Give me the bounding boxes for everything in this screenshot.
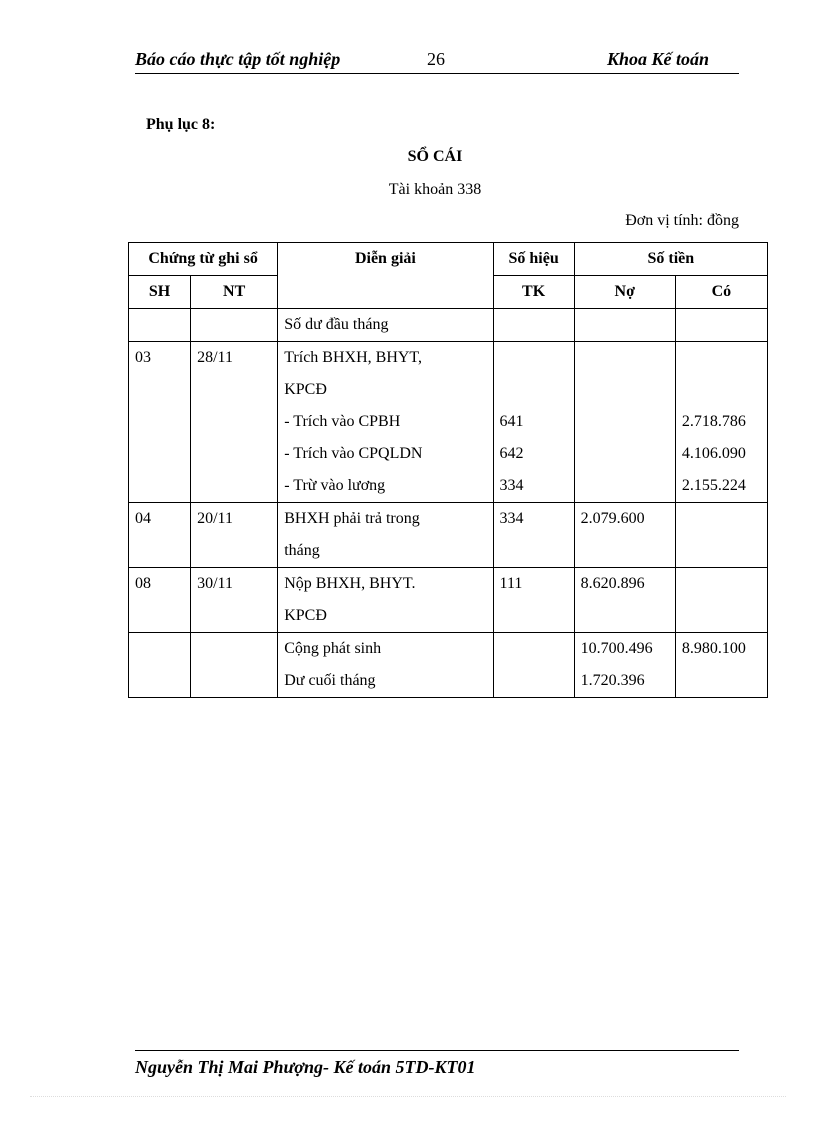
cell-nt: 28/11 bbox=[191, 342, 278, 375]
table-row bbox=[129, 535, 768, 568]
cell-sh: 08 bbox=[129, 568, 191, 601]
header-account-bottom: TK bbox=[493, 276, 574, 309]
cell-credit bbox=[675, 600, 767, 633]
cell-credit bbox=[675, 342, 767, 375]
cell-description: Số dư đầu tháng bbox=[278, 309, 493, 342]
appendix-label: Phụ lục 8: bbox=[146, 116, 216, 133]
cell-sh bbox=[129, 470, 191, 503]
cell-description: Cộng phát sinh bbox=[278, 633, 493, 666]
ledger-table bbox=[128, 242, 768, 698]
table-row bbox=[129, 374, 768, 406]
ledger-account: Tài khoản 338 bbox=[388, 181, 482, 198]
header-credit: Có bbox=[675, 276, 767, 309]
cell-sh bbox=[129, 665, 191, 698]
header-report-title: Báo cáo thực tập tốt nghiệp bbox=[135, 49, 341, 69]
table-row bbox=[129, 568, 768, 601]
table-row bbox=[129, 309, 768, 342]
cell-nt bbox=[191, 600, 278, 633]
cell-credit: 4.106.090 bbox=[675, 438, 767, 470]
header-debit: Nợ bbox=[574, 276, 675, 309]
currency-unit: Đơn vị tính: đồng bbox=[625, 212, 739, 229]
cell-account bbox=[493, 665, 574, 698]
cell-nt bbox=[191, 470, 278, 503]
cell-debit bbox=[574, 600, 675, 633]
cell-nt bbox=[191, 438, 278, 470]
cell-nt bbox=[191, 633, 278, 666]
table-row bbox=[129, 438, 768, 470]
cell-credit: 2.718.786 bbox=[675, 406, 767, 438]
header-department: Khoa Kế toán bbox=[606, 49, 709, 69]
table-row bbox=[129, 600, 768, 633]
cell-description: tháng bbox=[278, 535, 493, 568]
header-account-top: Số hiệu bbox=[493, 243, 574, 276]
cell-nt: 30/11 bbox=[191, 568, 278, 601]
cell-description: Nộp BHXH, BHYT. bbox=[278, 568, 493, 601]
cell-sh bbox=[129, 535, 191, 568]
cell-debit: 2.079.600 bbox=[574, 503, 675, 536]
cell-sh bbox=[129, 633, 191, 666]
cell-debit bbox=[574, 438, 675, 470]
ledger-title: SỔ CÁI bbox=[407, 148, 463, 165]
cell-description: - Trích vào CPBH bbox=[278, 406, 493, 438]
table-row bbox=[129, 406, 768, 438]
cell-credit: 2.155.224 bbox=[675, 470, 767, 503]
cell-credit bbox=[675, 374, 767, 406]
table-row bbox=[129, 470, 768, 503]
table-row bbox=[129, 633, 768, 666]
cell-debit bbox=[574, 406, 675, 438]
table-row bbox=[129, 342, 768, 375]
cell-credit bbox=[675, 503, 767, 536]
cell-account: 642 bbox=[493, 438, 574, 470]
cell-sh: 03 bbox=[129, 342, 191, 375]
cell-credit bbox=[675, 309, 767, 342]
cell-description: - Trừ vào lương bbox=[278, 470, 493, 503]
cell-credit bbox=[675, 568, 767, 601]
cell-debit: 1.720.396 bbox=[574, 665, 675, 698]
cell-description: KPCĐ bbox=[278, 600, 493, 633]
cell-debit bbox=[574, 342, 675, 375]
header-voucher-group: Chứng từ ghi sổ bbox=[129, 243, 278, 276]
cell-credit bbox=[675, 535, 767, 568]
cell-account: 641 bbox=[493, 406, 574, 438]
cell-debit bbox=[574, 535, 675, 568]
cell-debit bbox=[574, 374, 675, 406]
header-sh: SH bbox=[129, 276, 191, 309]
cell-account bbox=[493, 600, 574, 633]
cell-sh bbox=[129, 374, 191, 406]
cell-account bbox=[493, 374, 574, 406]
cell-account bbox=[493, 633, 574, 666]
cell-credit bbox=[675, 665, 767, 698]
header-nt: NT bbox=[191, 276, 278, 309]
cell-nt bbox=[191, 406, 278, 438]
cell-account: 111 bbox=[493, 568, 574, 601]
table-header-row bbox=[129, 243, 768, 276]
cell-sh bbox=[129, 406, 191, 438]
cell-nt bbox=[191, 374, 278, 406]
cell-description: - Trích vào CPQLDN bbox=[278, 438, 493, 470]
cell-nt: 20/11 bbox=[191, 503, 278, 536]
page-bottom-divider bbox=[30, 1096, 786, 1097]
table-row bbox=[129, 503, 768, 536]
cell-nt bbox=[191, 665, 278, 698]
cell-account bbox=[493, 535, 574, 568]
cell-account bbox=[493, 309, 574, 342]
cell-description: Trích BHXH, BHYT, bbox=[278, 342, 493, 375]
cell-description: Dư cuối tháng bbox=[278, 665, 493, 698]
header-amount-group: Số tiền bbox=[574, 243, 767, 276]
cell-nt bbox=[191, 535, 278, 568]
header-description: Diễn giải bbox=[278, 243, 493, 309]
cell-sh: 04 bbox=[129, 503, 191, 536]
table-row bbox=[129, 665, 768, 698]
cell-sh bbox=[129, 600, 191, 633]
cell-debit: 8.620.896 bbox=[574, 568, 675, 601]
cell-debit bbox=[574, 309, 675, 342]
header-page-number: 26 bbox=[427, 49, 445, 69]
cell-nt bbox=[191, 309, 278, 342]
cell-description: BHXH phải trả trong bbox=[278, 503, 493, 536]
cell-description: KPCĐ bbox=[278, 374, 493, 406]
cell-account: 334 bbox=[493, 470, 574, 503]
page-header bbox=[135, 47, 739, 74]
cell-debit bbox=[574, 470, 675, 503]
cell-account: 334 bbox=[493, 503, 574, 536]
cell-account bbox=[493, 342, 574, 375]
cell-sh bbox=[129, 438, 191, 470]
cell-sh bbox=[129, 309, 191, 342]
cell-credit: 8.980.100 bbox=[675, 633, 767, 666]
cell-debit: 10.700.496 bbox=[574, 633, 675, 666]
page-footer: Nguyễn Thị Mai Phượng- Kế toán 5TD-KT01 bbox=[135, 1050, 739, 1078]
